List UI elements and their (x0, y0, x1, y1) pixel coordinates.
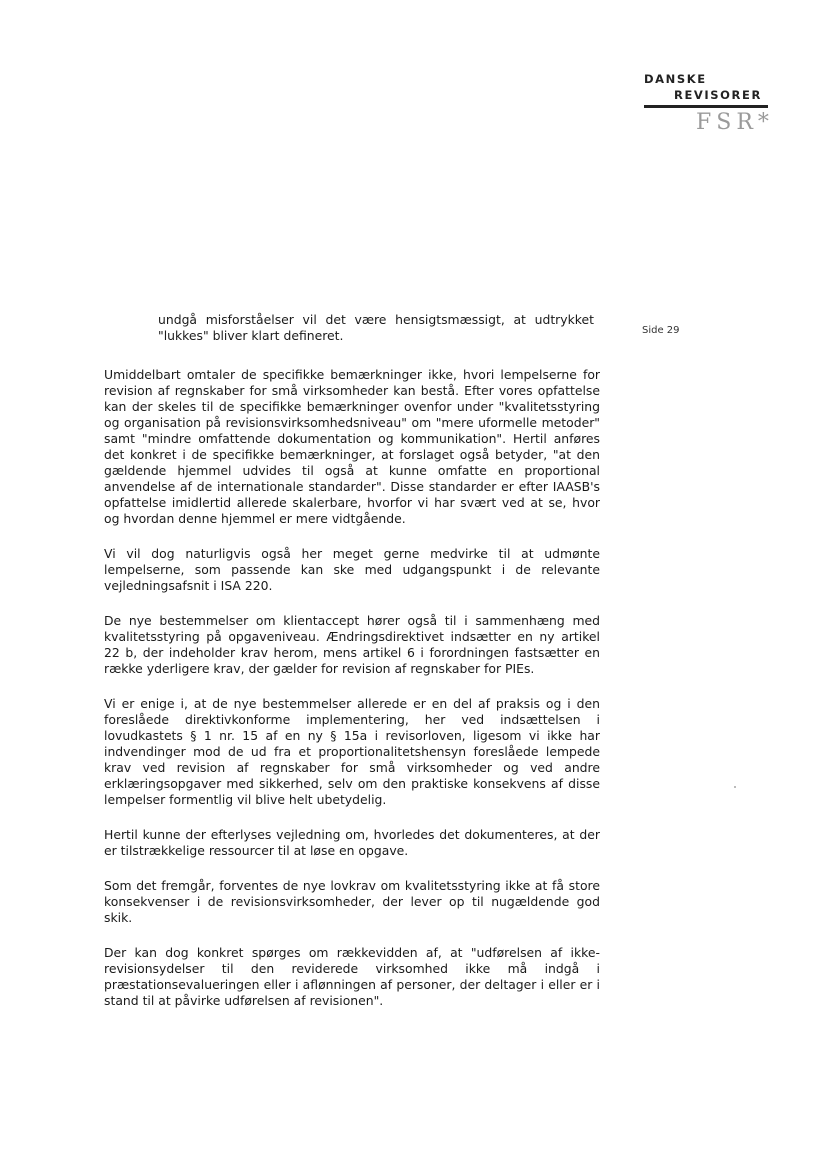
paragraph: Vi vil dog naturligvis også her meget gerne medvirke til at udmønte lempelserne, som passende kan ske med udgangspunkt i de relevante vejledningsafsnit i ISA 220. (104, 546, 600, 593)
paragraph: Hertil kunne der efterlyses vejledning om, hvorledes det dokumenteres, at der er tilstrækkelige ressourcer til at løse en opgave. (104, 827, 600, 858)
fsr-logo (640, 72, 774, 136)
paragraph: Der kan dog konkret spørges om rækkevidden af, at "udførelsen af ikke-revisionsydelser til den reviderede virksomhed ikke må indgå i præstationsevalueringen eller i aflønningen af personer, der deltager i eller er i stand til at påvirke udførelsen af revisionen". (104, 945, 600, 1008)
logo-text-revisorer: REVISORER (674, 88, 762, 102)
logo-rule (644, 105, 768, 108)
paragraph: Umiddelbart omtaler de specifikke bemærkninger ikke, hvori lempelserne for revision af regnskaber for små virksomheder kan bestå. Efter vores opfattelse kan der skeles til de specifikke bemærkninger ovenfor under "kvalitetsstyring og organisation på revisionsvirksomhedsniveau" om "mere uformelle metoder" samt "mindre omfattende dokumentation og kommunikation". Hertil anføres det konkret i de specifikke bemærkninger, at forslaget også betyder, "at den gældende hjemmel udvides til også at kunne omfatte en proportional anvendelse af de internationale standarder". Disse standarder er efter IAASB's opfattelse imidlertid allerede skalerbare, hvorfor vi har svært ved at se, hvor og hvordan denne hjemmel er mere vidtgående. (104, 367, 600, 526)
paragraph: Som det fremgår, forventes de nye lovkrav om kvalitetsstyring ikke at få store konsekvenser i de revisionsvirksomheder, der lever op til nugældende god skik. (104, 878, 600, 925)
page-number: Side 29 (642, 325, 680, 336)
logo-text-danske: DANSKE (644, 72, 707, 86)
paragraph-continued: undgå misforståelser vil det være hensigtsmæssigt, at udtrykket "lukkes" bliver klart defineret. (158, 312, 594, 343)
paragraph: Vi er enige i, at de nye bestemmelser allerede er en del af praksis og i den foreslåede direktivkonforme implementering, her ved indsættelsen i lovudkastets § 1 nr. 15 af en ny § 15a i revisorloven, ligesom vi ikke har indvendinger mod de ud fra et proportionalitetshensyn foreslåede lempede krav ved revision af regnskaber for små virksomheder og ved andre erklæringsopgaver med sikkerhed, selv om den praktiske konsekvens af disse lempelser formentlig vil blive helt ubetydelig. (104, 696, 600, 807)
letter-body (104, 312, 600, 1028)
scan-speck (734, 786, 736, 788)
logo-text-fsr: FSR* (696, 110, 774, 135)
paragraph: De nye bestemmelser om klientaccept hører også til i sammenhæng med kvalitetsstyring på opgaveniveau. Ændringsdirektivet indsætter en ny artikel 22 b, der indeholder krav herom, mens artikel 6 i forordningen fastsætter en række yderligere krav, der gælder for revision af regnskaber for PIEs. (104, 613, 600, 676)
